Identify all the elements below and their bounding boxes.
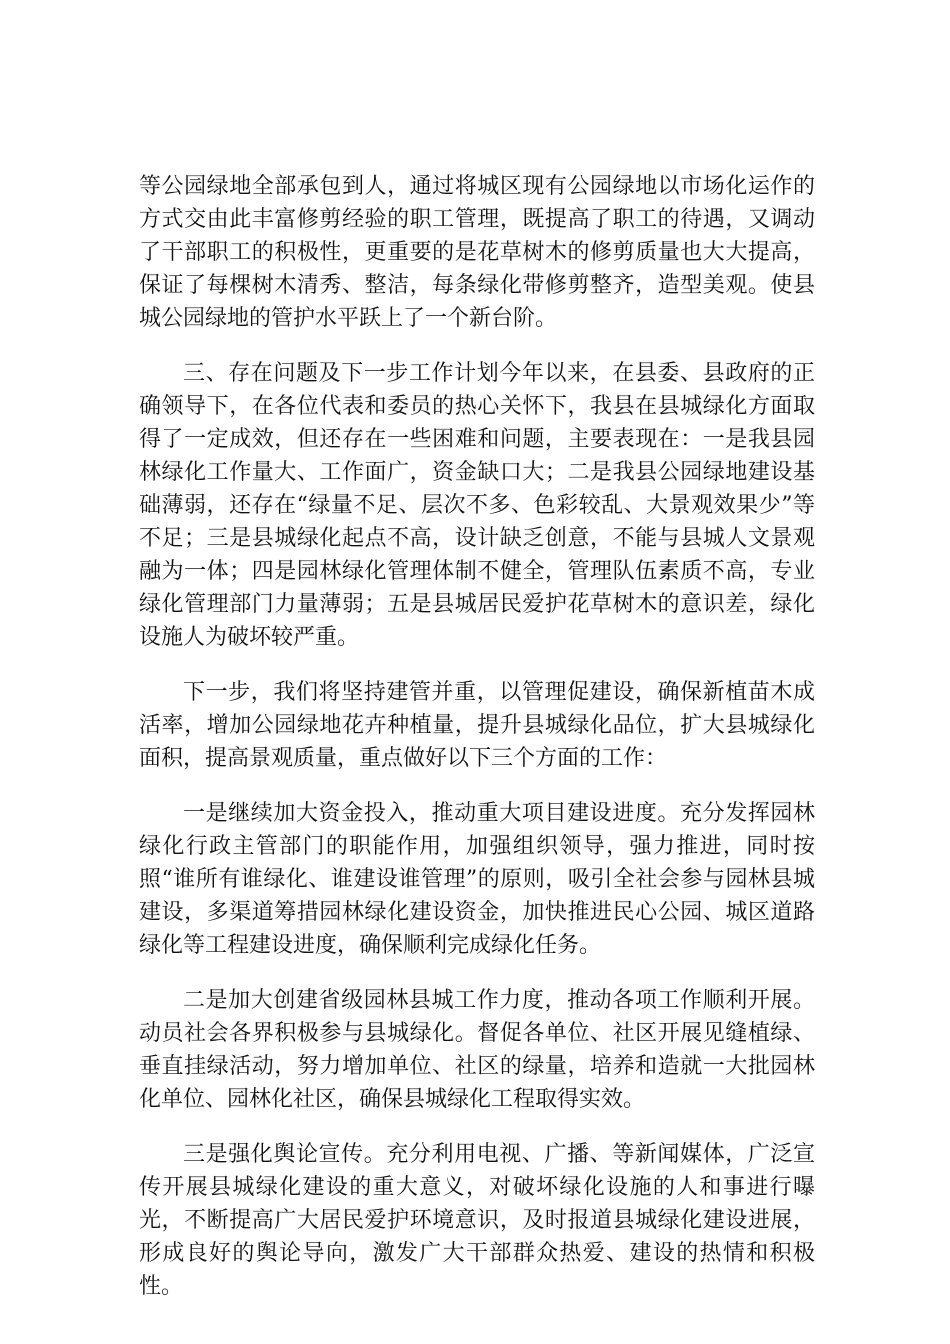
- paragraph-2: 三、存在问题及下一步工作计划今年以来，在县委、县政府的正确领导下，在各位代表和委员的热心关怀下，我县在县城绿化方面取得了一定成效，但还存在一些困难和问题，主要表现在：一是我县园林绿化工作量大、工作面广，资金缺口大；二是我县公园绿地建设基础薄弱，还存在“绿量不足、层次不多、色彩较乱、大景观效果少”等不足；三是县城绿化起点不高，设计缺乏创意，不能与县城人文景观融为一体；四是园林绿化管理体制不健全，管理队伍素质不高，专业绿化管理部门力量薄弱；五是县城居民爱护花草树木的意识差，绿化设施人为破坏较严重。: [139, 361, 815, 650]
- paragraph-5: 二是加大创建省级园林县城工作力度，推动各项工作顺利开展。动员社会各界积极参与县城绿化。督促各单位、社区开展见缝植绿、垂直挂绿活动，努力增加单位、社区的绿量，培养和造就一大批园林化单位、园林化社区，确保县城绿化工程取得实效。: [139, 988, 815, 1112]
- document-body: [139, 170, 815, 1325]
- paragraph-4: 一是继续加大资金投入，推动重大项目建设进度。充分发挥园林绿化行政主管部门的职能作用，加强组织领导，强力推进，同时按照“谁所有谁绿化、谁建设谁管理”的原则，吸引全社会参与园林县城建设，多渠道筹措园林绿化建设资金，加快推进民心公园、城区道路绿化等工程建设进度，确保顺利完成绿化任务。: [139, 801, 815, 958]
- paragraph-6: 三是强化舆论宣传。充分利用电视、广播、等新闻媒体，广泛宣传开展县城绿化建设的重大意义，对破坏绿化设施的人和事进行曝光，不断提高广大居民爱护环境意识，及时报道县城绿化建设进展，形成良好的舆论导向，激发广大干部群众热爱、建设的热情和积极性。: [139, 1142, 815, 1299]
- paragraph-1: 等公园绿地全部承包到人，通过将城区现有公园绿地以市场化运作的方式交由此丰富修剪经验的职工管理，既提高了职工的待遇，又调动了干部职工的积极性，更重要的是花草树木的修剪质量也大大提高，保证了每棵树木清秀、整洁，每条绿化带修剪整齐，造型美观。使县城公园绿地的管护水平跃上了一个新台阶。: [139, 174, 815, 331]
- paragraph-3: 下一步，我们将坚持建管并重，以管理促建设，确保新植苗木成活率，增加公园绿地花卉种植量，提升县城绿化品位，扩大县城绿化面积，提高景观质量，重点做好以下三个方面的工作：: [139, 680, 815, 771]
